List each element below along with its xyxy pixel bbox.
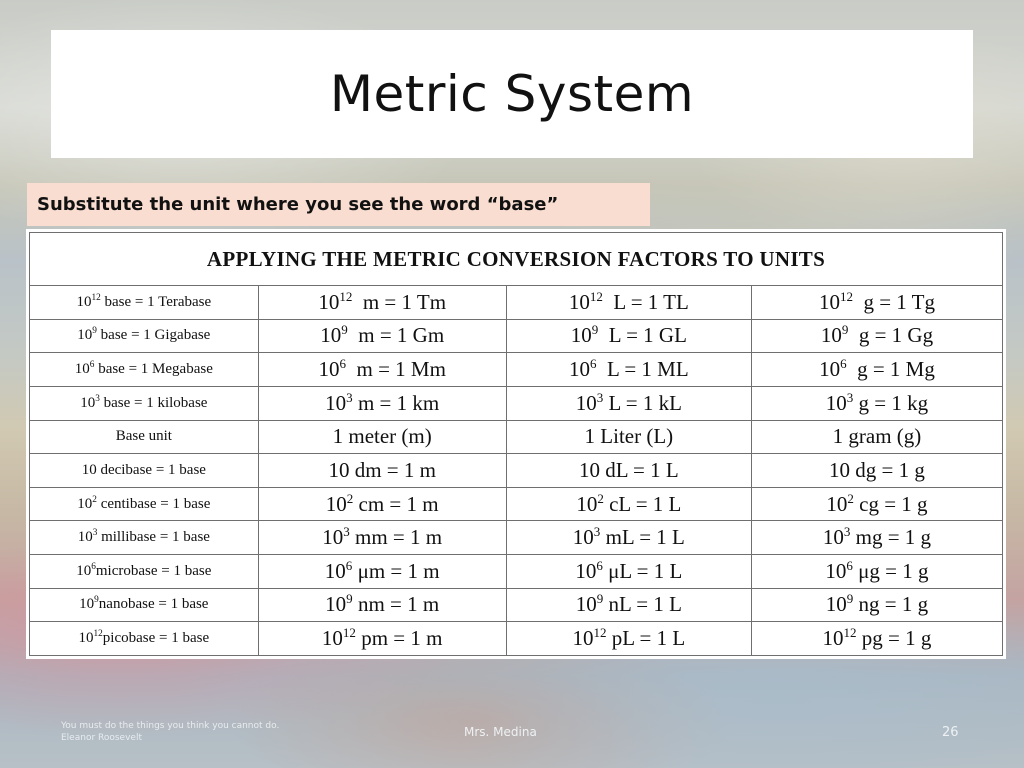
power-base: 10	[79, 596, 95, 613]
power-base: 10	[575, 390, 597, 415]
table-row	[30, 353, 1003, 387]
power-base: 10	[569, 357, 590, 382]
power-exponent: 6	[345, 557, 353, 573]
power-base: 10	[572, 626, 594, 651]
cell-text: g = 1 kg	[853, 390, 929, 415]
cell-text: base = 1 Terabase	[100, 293, 212, 310]
conversion-cell	[506, 555, 751, 589]
power-base: 10	[320, 323, 342, 348]
cell-text: ng = 1 g	[853, 592, 929, 617]
power-exponent: 9	[846, 591, 854, 607]
cell-text: mm = 1 m	[349, 525, 443, 550]
cell-text: g = 1 Mg	[846, 357, 935, 382]
power-base: 10	[822, 626, 844, 651]
power-base: 10	[325, 592, 347, 617]
power-base: 10	[321, 626, 343, 651]
power-base: 10	[818, 289, 840, 314]
conversion-cell	[258, 353, 506, 387]
prefix-label-cell	[30, 454, 259, 488]
conversion-cell	[751, 521, 1002, 555]
conversion-cell	[751, 622, 1002, 656]
power-base: 10	[572, 525, 594, 550]
cell-text: mL = 1 L	[600, 525, 685, 550]
conversion-cell	[258, 521, 506, 555]
footer-author: Mrs. Medina	[464, 725, 537, 739]
power-exponent: 2	[597, 490, 604, 506]
subtitle-banner: Substitute the unit where you see the word “base”	[27, 183, 650, 226]
table-row	[30, 454, 1003, 488]
cell-text: L = 1 ML	[596, 357, 689, 382]
cell-text: L = 1 GL	[598, 323, 687, 348]
prefix-label-cell	[30, 386, 259, 420]
power-exponent: 12	[93, 629, 103, 640]
cell-text: pg = 1 g	[856, 626, 932, 651]
power-exponent: 6	[89, 360, 95, 371]
power-base: 10	[820, 323, 842, 348]
power-exponent: 12	[839, 288, 853, 304]
cell-text: base = 1 Gigabase	[96, 327, 211, 344]
power-base: 10	[318, 289, 340, 314]
cell-text: millibase = 1 base	[97, 529, 210, 546]
power-exponent: 2	[92, 494, 97, 505]
prefix-label-cell	[30, 353, 259, 387]
table-body	[30, 286, 1003, 656]
power-base: 10	[77, 327, 93, 344]
cell-text: g = 1 Tg	[852, 289, 935, 314]
power-base: 10	[76, 293, 92, 310]
cell-text: L = 1 TL	[602, 289, 689, 314]
table-row	[30, 319, 1003, 353]
power-exponent: 3	[95, 393, 100, 404]
power-exponent: 12	[339, 288, 353, 304]
conversion-cell	[258, 454, 506, 488]
cell-text: 10 dL = 1 L	[578, 457, 679, 482]
conversion-cell	[258, 386, 506, 420]
cell-text: cm = 1 m	[353, 491, 439, 516]
page-number: 26	[942, 725, 959, 740]
power-base: 10	[318, 357, 340, 382]
conversion-cell	[258, 420, 506, 454]
cell-text: m = 1 Gm	[347, 323, 445, 348]
conversion-cell	[258, 588, 506, 622]
power-exponent: 3	[92, 528, 98, 539]
conversion-cell	[751, 286, 1002, 320]
cell-text: 10 dm = 1 m	[328, 457, 436, 482]
power-exponent: 3	[593, 524, 601, 540]
prefix-label-cell	[30, 588, 259, 622]
cell-text: m = 1 Mm	[345, 357, 446, 382]
cell-text: base = 1 kilobase	[99, 394, 208, 411]
table-row	[30, 588, 1003, 622]
conversion-cell	[751, 420, 1002, 454]
power-exponent: 3	[843, 524, 851, 540]
power-base: 10	[822, 525, 844, 550]
cell-text: μg = 1 g	[852, 558, 929, 583]
power-exponent: 3	[596, 389, 604, 405]
power-exponent: 12	[342, 625, 356, 641]
table-row	[30, 487, 1003, 521]
power-base: 10	[74, 361, 90, 378]
table-row	[30, 420, 1003, 454]
cell-text: m = 1 km	[352, 390, 440, 415]
power-exponent: 2	[847, 490, 854, 506]
conversion-cell	[506, 454, 751, 488]
power-exponent: 9	[591, 322, 599, 338]
cell-text: mg = 1 g	[850, 525, 932, 550]
power-base: 10	[570, 323, 592, 348]
power-exponent: 6	[840, 356, 847, 372]
power-base: 10	[324, 558, 346, 583]
prefix-label-cell	[30, 521, 259, 555]
conversion-table	[29, 232, 1003, 656]
power-base: 10	[575, 592, 597, 617]
title-box	[51, 30, 973, 158]
power-exponent: 6	[590, 356, 597, 372]
power-exponent: 3	[343, 524, 350, 540]
cell-text: centibase = 1 base	[96, 495, 211, 512]
power-base: 10	[322, 525, 344, 550]
conversion-cell	[506, 622, 751, 656]
table-row	[30, 286, 1003, 320]
power-exponent: 6	[596, 557, 603, 573]
table-row	[30, 521, 1003, 555]
table-row	[30, 622, 1003, 656]
power-exponent: 6	[339, 356, 346, 372]
cell-text: nL = 1 L	[603, 592, 682, 617]
conversion-table-container	[26, 229, 1006, 659]
power-base: 10	[325, 390, 347, 415]
power-exponent: 2	[346, 490, 354, 506]
power-exponent: 12	[91, 292, 101, 303]
prefix-label-cell	[30, 420, 259, 454]
conversion-cell	[751, 454, 1002, 488]
conversion-cell	[258, 487, 506, 521]
cell-text: 1 meter (m)	[332, 424, 432, 449]
cell-text: m = 1 Tm	[352, 289, 447, 314]
cell-text: L = 1 kL	[603, 390, 682, 415]
cell-text: nm = 1 m	[352, 592, 440, 617]
cell-text: base = 1 Megabase	[94, 361, 213, 378]
slide-title: Metric System	[329, 65, 695, 123]
prefix-label-cell	[30, 555, 259, 589]
conversion-cell	[506, 386, 751, 420]
conversion-cell	[751, 555, 1002, 589]
power-exponent: 9	[596, 591, 604, 607]
conversion-cell	[751, 588, 1002, 622]
cell-text: 10 dg = 1 g	[829, 457, 925, 482]
power-base: 10	[819, 357, 841, 382]
power-exponent: 9	[341, 322, 348, 338]
conversion-cell	[506, 521, 751, 555]
power-exponent: 9	[841, 322, 849, 338]
prefix-label-cell	[30, 487, 259, 521]
prefix-label-cell	[30, 622, 259, 656]
cell-text: 10 decibase = 1 base	[81, 461, 206, 478]
footer-quote: You must do the things you think you cannot do. Eleanor Roosevelt	[61, 721, 280, 743]
prefix-label-cell	[30, 319, 259, 353]
conversion-cell	[506, 588, 751, 622]
table-row	[30, 386, 1003, 420]
power-exponent: 9	[346, 591, 353, 607]
power-base: 10	[568, 289, 590, 314]
cell-text: nanobase = 1 base	[98, 596, 209, 613]
power-base: 10	[80, 394, 96, 411]
power-base: 10	[825, 390, 847, 415]
power-exponent: 3	[846, 389, 854, 405]
prefix-label-cell	[30, 286, 259, 320]
conversion-cell	[751, 353, 1002, 387]
conversion-cell	[751, 386, 1002, 420]
cell-text: microbase = 1 base	[95, 562, 212, 579]
cell-text: pL = 1 L	[606, 626, 686, 651]
conversion-cell	[506, 353, 751, 387]
cell-text: μL = 1 L	[602, 558, 683, 583]
table-title: APPLYING THE METRIC CONVERSION FACTORS TO UNITS	[30, 233, 1003, 286]
cell-text: 1 gram (g)	[832, 424, 922, 449]
cell-text: μm = 1 m	[352, 558, 440, 583]
cell-text: Base unit	[115, 428, 172, 445]
power-exponent: 12	[589, 288, 603, 304]
conversion-cell	[258, 319, 506, 353]
power-exponent: 9	[94, 595, 99, 606]
conversion-cell	[506, 319, 751, 353]
conversion-cell	[751, 319, 1002, 353]
power-base: 10	[825, 592, 847, 617]
power-exponent: 12	[593, 625, 607, 641]
power-exponent: 9	[92, 326, 97, 337]
cell-text: pm = 1 m	[355, 626, 443, 651]
power-base: 10	[77, 495, 93, 512]
table-row	[30, 555, 1003, 589]
conversion-cell	[258, 622, 506, 656]
conversion-cell	[258, 286, 506, 320]
power-exponent: 6	[846, 557, 853, 573]
power-exponent: 12	[843, 625, 857, 641]
cell-text: cg = 1 g	[853, 491, 928, 516]
power-base: 10	[576, 491, 598, 516]
power-base: 10	[826, 491, 848, 516]
conversion-cell	[506, 487, 751, 521]
cell-text: cL = 1 L	[603, 491, 682, 516]
conversion-cell	[506, 286, 751, 320]
power-base: 10	[325, 491, 347, 516]
cell-text: 1 Liter (L)	[584, 424, 674, 449]
power-exponent: 6	[91, 561, 96, 572]
power-base: 10	[76, 562, 92, 579]
power-exponent: 3	[346, 389, 353, 405]
cell-text: g = 1 Gg	[848, 323, 934, 348]
power-base: 10	[575, 558, 597, 583]
power-base: 10	[78, 630, 94, 647]
conversion-cell	[506, 420, 751, 454]
power-base: 10	[825, 558, 847, 583]
conversion-cell	[258, 555, 506, 589]
cell-text: picobase = 1 base	[102, 630, 210, 647]
power-base: 10	[77, 529, 93, 546]
conversion-cell	[751, 487, 1002, 521]
